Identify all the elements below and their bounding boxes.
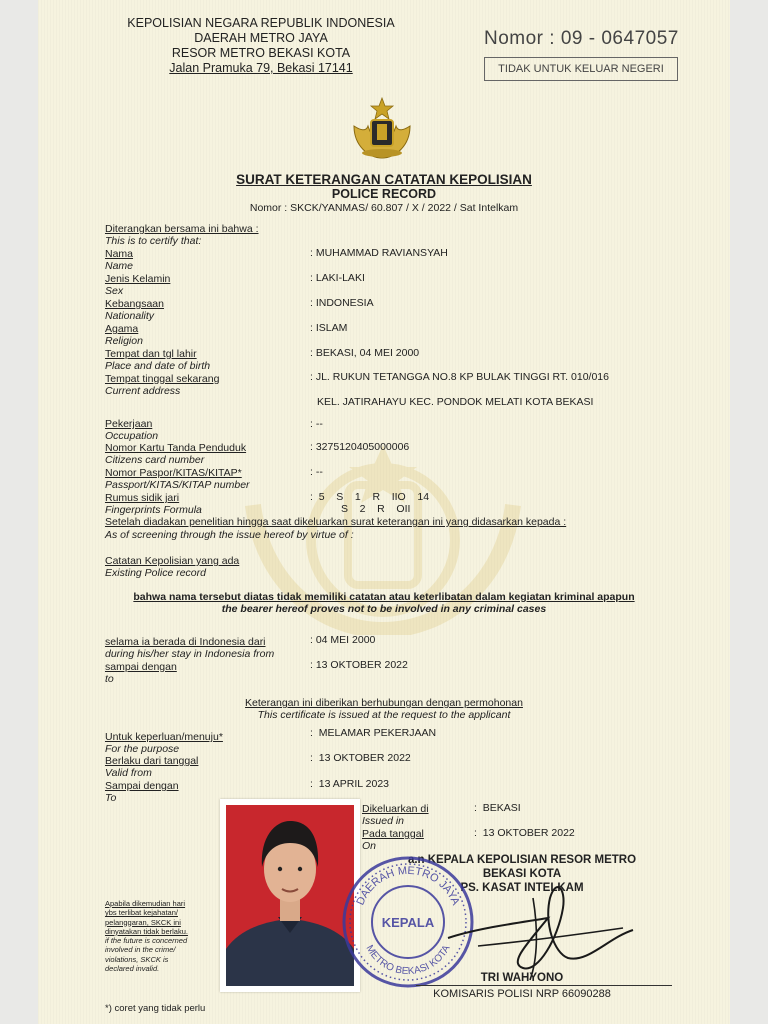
field-fingerprint-value: : 5 S 1 R IIO 14 xyxy=(310,491,430,503)
field-nationality-label: Kebangsaan xyxy=(105,298,164,310)
purpose-label: Untuk keperluan/menuju* xyxy=(105,731,223,743)
field-birth-label: Tempat dan tgl lahir xyxy=(105,348,197,360)
field-religion-label-en: Religion xyxy=(105,335,143,347)
valid-from-label-en: Valid from xyxy=(105,767,152,779)
field-id-card-value: : 3275120405000006 xyxy=(310,441,410,453)
field-passport-label: Nomor Paspor/KITAS/KITAP* xyxy=(105,467,242,479)
document-subtitle: POLICE RECORD xyxy=(331,187,437,201)
clearance-statement-en: the bearer hereof proves not to be involved in any criminal cases xyxy=(221,603,547,615)
document-page xyxy=(38,0,730,1024)
signature-line xyxy=(416,985,672,986)
valid-from-value: : 13 OKTOBER 2022 xyxy=(310,752,411,764)
screening-text: Setelah diadakan penelitian hingga saat dikeluarkan surat keterangan ini yang didasarkan kepada : xyxy=(105,516,567,528)
screening-text-en: As of screening through the issue hereof by virtue of : xyxy=(105,529,354,541)
document-title: SURAT KETERANGAN CATATAN KEPOLISIAN xyxy=(236,172,532,187)
issued-on-label-en: On xyxy=(362,840,377,852)
field-occupation-label: Pekerjaan xyxy=(105,418,153,430)
field-fingerprint-value-line-2: S 2 R OII xyxy=(341,503,411,515)
document-number: Nomor : 09 - 0647057 xyxy=(484,28,679,49)
signatory-title-2: BEKASI KOTA xyxy=(482,868,562,880)
field-religion-label: Agama xyxy=(105,323,139,335)
field-fingerprint-label-en: Fingerprints Formula xyxy=(105,504,202,516)
field-address-value: : JL. RUKUN TETANGGA NO.8 KP BULAK TINGGI RT. 010/016 xyxy=(310,371,609,383)
invalidity-disclaimer xyxy=(105,899,215,973)
signatory-name: TRI WAHYONO xyxy=(480,972,564,984)
field-fingerprint-label: Rumus sidik jari xyxy=(105,492,180,504)
stay-from-label-en: during his/her stay in Indonesia from xyxy=(105,648,275,660)
field-name-value: : MUHAMMAD RAVIANSYAH xyxy=(310,247,448,259)
footnote: *) coret yang tidak perlu xyxy=(105,1003,206,1014)
field-address-value-line-2: KEL. JATIRAHAYU KEC. PONDOK MELATI KOTA BEKASI xyxy=(317,396,594,408)
intro-label-en: This is to certify that: xyxy=(105,235,202,247)
stay-to-value: : 13 OKTOBER 2022 xyxy=(310,659,408,671)
valid-to-label: Sampai dengan xyxy=(105,780,179,792)
field-birth-label-en: Place and date of birth xyxy=(105,360,211,372)
header-line-4: Jalan Pramuka 79, Bekasi 17141 xyxy=(169,61,353,75)
field-id-card-label-en: Citizens card number xyxy=(105,454,205,466)
intro-label: Diterangkan bersama ini bahwa : xyxy=(105,223,259,235)
stay-to-label: sampai dengan xyxy=(105,661,177,673)
purpose-label-en: For the purpose xyxy=(105,743,180,755)
valid-to-value: : 13 APRIL 2023 xyxy=(310,778,390,790)
stamp-top-text: DAERAH METRO JAYA xyxy=(354,864,462,908)
purpose-value: : MELAMAR PEKERJAAN xyxy=(310,727,437,739)
field-name-label-en: Name xyxy=(105,260,134,272)
disclaimer-line-en: violations, SKCK is xyxy=(105,954,169,964)
signature-mark xyxy=(438,868,638,988)
disclaimer-line: Apabila dikemudian hari xyxy=(105,899,186,908)
existing-record-label: Catatan Kepolisian yang ada xyxy=(105,555,240,567)
disclaimer-line: pelanggaran, SKCK ini xyxy=(105,917,181,927)
issued-in-value: : BEKASI xyxy=(474,802,521,814)
existing-record-label-en: Existing Police record xyxy=(105,567,206,579)
issued-in-label: Dikeluarkan di xyxy=(362,803,429,815)
request-text-en: This certificate is issued at the request to the applicant xyxy=(257,709,511,721)
clearance-statement: bahwa nama tersebut diatas tidak memiliki catatan atau keterlibatan dalam kegiatan kriminal apapun xyxy=(133,591,635,603)
issued-on-label: Pada tanggal xyxy=(362,828,424,840)
field-occupation-value: : -- xyxy=(310,418,323,430)
disclaimer-line: dinyatakan tidak berlaku. xyxy=(105,926,188,936)
field-passport-label-en: Passport/KITAS/KITAP number xyxy=(105,479,250,491)
field-sex-label-en: Sex xyxy=(105,285,124,297)
disclaimer-line-en: involved in the crime/ xyxy=(105,945,176,955)
valid-to-label-en: To xyxy=(105,792,117,804)
valid-from-label: Berlaku dari tanggal xyxy=(105,755,199,767)
issued-on-value: : 13 OKTOBER 2022 xyxy=(474,827,575,839)
field-sex-label: Jenis Kelamin xyxy=(105,273,171,285)
field-sex-value: : LAKI-LAKI xyxy=(310,272,365,284)
signatory-title-3: PS. KASAT INTELKAM xyxy=(460,882,584,894)
signatory-title-1: a.n KEPALA KEPOLISIAN RESOR METRO xyxy=(407,854,637,866)
field-address-label: Tempat tinggal sekarang xyxy=(105,373,220,385)
field-nationality-label-en: Nationality xyxy=(105,310,155,322)
disclaimer-line-en: if the future is concerned xyxy=(105,936,188,946)
signatory-rank: KOMISARIS POLISI NRP 66090288 xyxy=(433,988,611,1000)
disclaimer-line: ybs terlibat kejahatan/ xyxy=(105,908,178,918)
issued-in-label-en: Issued in xyxy=(362,815,405,827)
request-text: Keterangan ini diberikan berhubungan dengan permohonan xyxy=(245,697,523,709)
stay-to-label-en: to xyxy=(105,673,114,685)
field-address-label-en: Current address xyxy=(105,385,181,397)
field-nationality-value: : INDONESIA xyxy=(310,297,374,309)
field-occupation-label-en: Occupation xyxy=(105,430,159,442)
disclaimer-line-en: declared invalid. xyxy=(105,964,160,974)
header-line-2: DAERAH METRO JAYA xyxy=(194,31,328,45)
not-for-abroad-badge: TIDAK UNTUK KELUAR NEGERI xyxy=(484,57,678,81)
police-emblem xyxy=(344,96,420,162)
field-birth-value: : BEKASI, 04 MEI 2000 xyxy=(310,347,420,359)
record-number: Nomor : SKCK/YANMAS/ 60.807 / X / 2022 / Sat Intelkam xyxy=(249,202,519,214)
stay-from-value: : 04 MEI 2000 xyxy=(310,634,376,646)
stamp-center-text: KEPALA xyxy=(381,915,435,930)
stay-from-label: selama ia berada di Indonesia dari xyxy=(105,636,266,648)
header-line-1: KEPOLISIAN NEGARA REPUBLIK INDONESIA xyxy=(127,16,395,30)
field-passport-value: : -- xyxy=(310,466,323,478)
header-line-3: RESOR METRO BEKASI KOTA xyxy=(171,46,351,60)
stamp-bottom-text: METRO BEKASI KOTA xyxy=(363,943,453,978)
field-religion-value: : ISLAM xyxy=(310,322,348,334)
field-name-label: Nama xyxy=(105,248,134,260)
field-id-card-label: Nomor Kartu Tanda Penduduk xyxy=(105,442,247,454)
